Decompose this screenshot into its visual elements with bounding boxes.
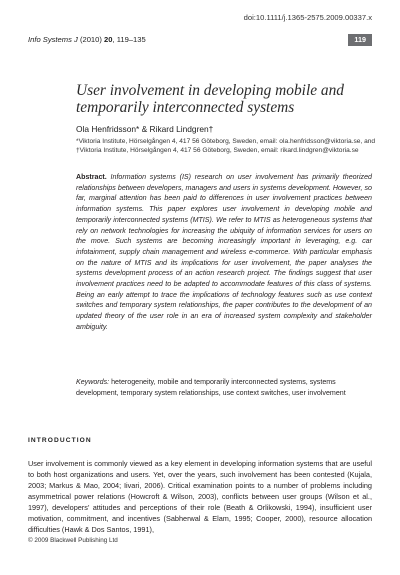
introduction-text: User involvement is commonly viewed as a key element in developing information systems that are useful to both host organizations and users. Yet, over the years, such involvement has been contested (Kujala, 2003; Markus & Mao, 2004; Iivari, 2006). Critical examination points to a number of problems including asymmetrical power relations (Howcroft & Wilson, 2003), conflicts between user groups (Wilson et al., 1997), developers’ attitudes and perceptions of their role (Beath & Orlikowski, 1994), insufficient user motivation, commitment, and incentives (Sabherwal & Elam, 1995; Cooper, 2000), resource allocation difficulties (Hawk & Dos Santos, 1991),: [28, 459, 372, 534]
abstract: [76, 172, 372, 333]
doi-line: doi:10.1111/j.1365-2575.2009.00337.x: [243, 13, 372, 22]
journal-volume: 20: [104, 35, 113, 44]
running-head: [28, 34, 372, 45]
affiliation: *Viktoria Institute, Hörselgången 4, 417 56 Göteborg, Sweden, email: ola.henfridsson@viktoria.se, and †Viktoria Institute, Hörselgången 4, 417 56 Göteborg, Sweden, email: rikard.lindgren@viktoria.se: [76, 138, 376, 155]
keywords-text: heterogeneity, mobile and temporarily interconnected systems, systems development, temporary system relationships, use context switches, user involvement: [76, 378, 346, 397]
journal-year: (2010): [79, 35, 102, 44]
author-line: Ola Henfridsson* & Rikard Lindgren†: [76, 124, 214, 134]
abstract-label: Abstract.: [76, 173, 107, 181]
page-number: 119: [348, 34, 372, 46]
section-heading: INTRODUCTION: [28, 437, 92, 444]
keywords-label: Keywords:: [76, 378, 110, 386]
keywords: [76, 377, 372, 398]
journal-pages: , 119–135: [112, 35, 146, 44]
copyright-footer: © 2009 Blackwell Publishing Ltd: [28, 537, 118, 544]
journal-name: Info Systems J: [28, 35, 78, 44]
article-title: User involvement in developing mobile and temporarily interconnected systems: [76, 82, 344, 116]
abstract-text: Information systems (IS) research on user involvement has primarily theorized relationships between developers, managers and users in systems development. However, so far, marginal attention has been paid to differences in user involvement practices between information systems. This paper explores user involvement in developing mobile and temporarily interconnected systems (MTIS). We refer to MTIS as heterogeneous systems that rely on network technologies for increasing the ubiquity of information services for users on the move. Such systems are becoming increasingly important in leveraging, e.g. car infotainment, supply chain management and wireless e-commerce. With particular emphasis on the nature of MTIS and its implications for user involvement, the paper analyses the systems development process of an action research project. The findings suggest that user involvement practices need to be adapted to accommodate features of this class of systems. Being an early attempt to trace the implications of technology features such as use context switches and temporary system relationships, the paper contributes to the development of an updated theory of the user role in an era of increased system complexity and stakeholder ambiguity.: [76, 173, 372, 331]
journal-citation: [28, 35, 146, 44]
